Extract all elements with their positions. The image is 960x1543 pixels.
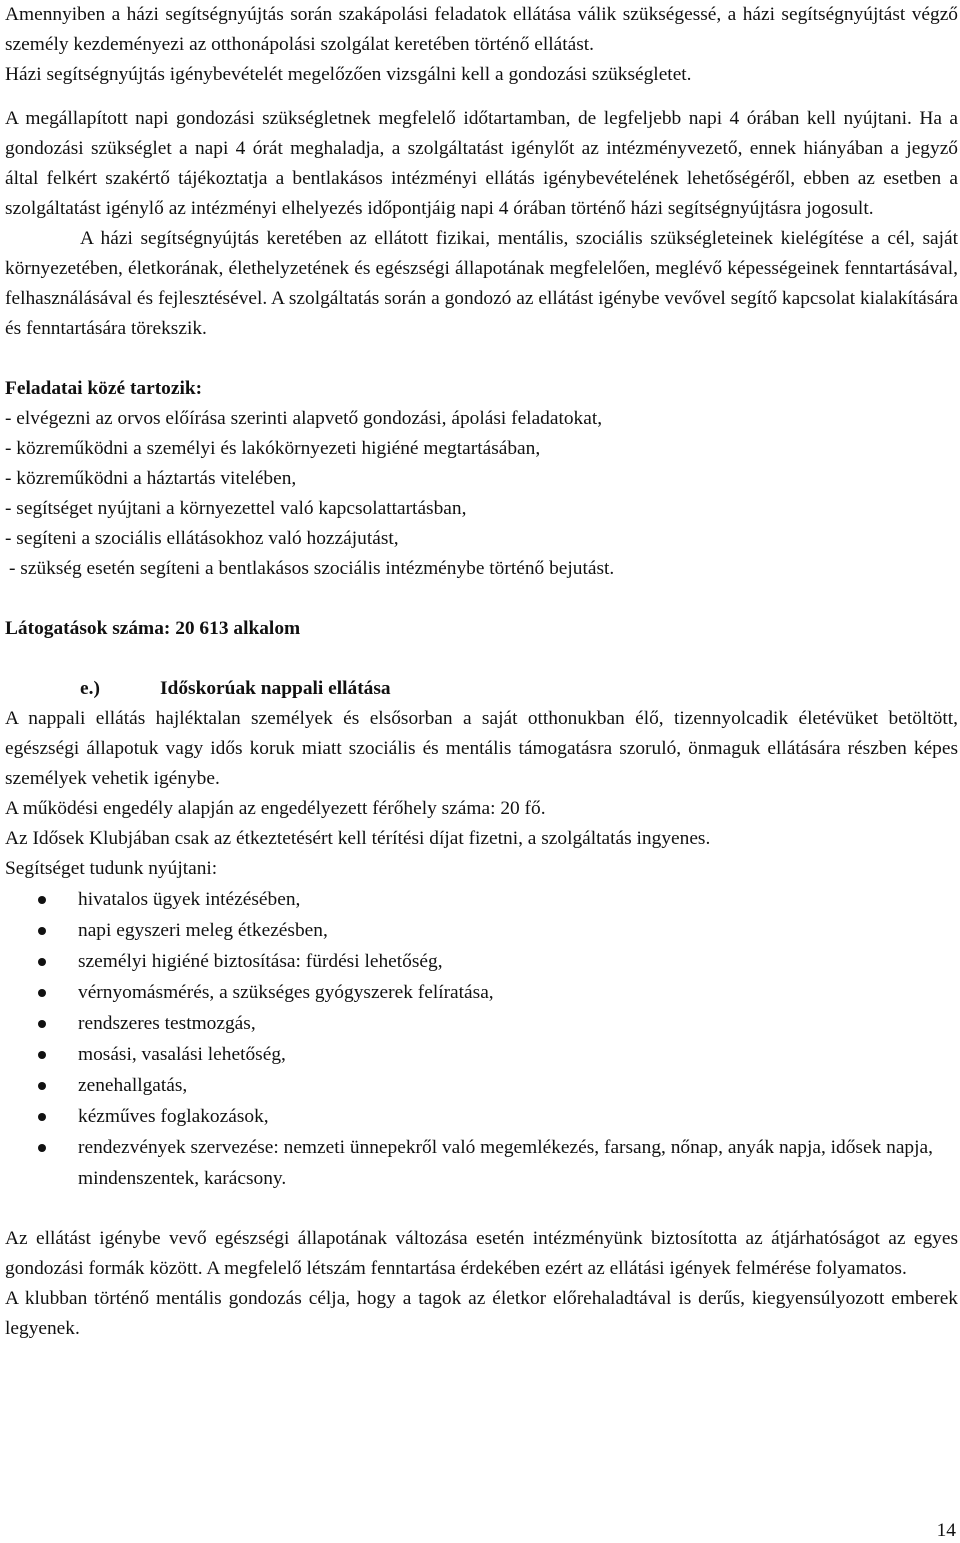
paragraph-care-goals: A házi segítségnyújtás keretében az ellátott fizikai, mentális, szociális szükségleteinek kielégítése a cél, saját környezetében, életkorának, élethelyzetének és egészségi állapotának megfelelően, meglévő képességeinek fenntartásával, felhasználásával és fejlesztésével. A szolgáltatás során a gondozó az ellátást igénybe vevővel segítő kapcsolat kialakítására és fenntartására törekszik. — [5, 228, 958, 339]
list-item: hivatalos ügyek intézésében, — [5, 884, 958, 915]
tasks-list — [5, 404, 958, 584]
page-number: 14 — [936, 1520, 956, 1541]
task-item: - közreműködni a háztartás vitelében, — [5, 468, 297, 489]
visits-count: Látogatások száma: 20 613 alkalom — [5, 618, 301, 639]
list-item: személyi higiéné biztosítása: fürdési lehetőség, — [5, 946, 958, 977]
paragraph-help-intro: Segítséget tudunk nyújtani: — [5, 858, 218, 879]
task-item: - szükség esetén segíteni a bentlakásos szociális intézménybe történő bejutást. — [9, 558, 615, 579]
services-list — [5, 884, 958, 1194]
paragraph-nursing-referral: Amennyiben a házi segítségnyújtás során szakápolási feladatok ellátása válik szükségessé, a házi segítségnyújtást végző személy kezdeményezi az otthonápolási szolgálat keretében történő ellátást. — [5, 4, 958, 55]
list-item: rendszeres testmozgás, — [5, 1008, 958, 1039]
bullet-icon — [38, 896, 46, 904]
list-item: vérnyomásmérés, a szükséges gyógyszerek felíratása, — [5, 977, 958, 1008]
paragraph-capacity: A működési engedély alapján az engedélyezett férőhely száma: 20 fő. — [5, 798, 546, 819]
task-item: - elvégezni az orvos előírása szerinti alapvető gondozási, ápolási feladatokat, — [5, 408, 603, 429]
bullet-icon — [38, 1051, 46, 1059]
list-item: mosási, vasalási lehetőség, — [5, 1039, 958, 1070]
paragraph-needs-assessment: Házi segítségnyújtás igénybevételét megelőzően vizsgálni kell a gondozási szükségletet. — [5, 64, 692, 85]
paragraph-daily-hours: A megállapított napi gondozási szükségletnek megfelelő időtartamban, de legfeljebb napi 4 órában kell nyújtani. Ha a gondozási szükséglet a napi 4 órát meghaladja, a szolgáltatást igénylőt az intézményvezető, ennek hiányában a jegyző által felkért szakértő tájékoztatja a bentlakásos intézményi ellátás igénybevételének lehetőségéről, ebben az esetben a szolgáltatást igénylő az intézményi elhelyezés időpontjáig napi 4 órában történő házi segítségnyújtásra jogosult. — [5, 108, 958, 219]
section-title-text: Időskorúak nappali ellátása — [160, 678, 391, 699]
bullet-icon — [38, 958, 46, 966]
task-item: - segíteni a szociális ellátásokhoz való hozzájutást, — [5, 528, 399, 549]
list-item: zenehallgatás, — [5, 1070, 958, 1101]
paragraph-mental-care-goal: A klubban történő mentális gondozás célja, hogy a tagok az életkor előrehaladtával is derűs, kiegyensúlyozott emberek legyenek. — [5, 1288, 958, 1339]
section-number: e.) — [80, 678, 100, 699]
paragraph-day-care-intro: A nappali ellátás hajléktalan személyek és elsősorban a saját otthonukban élő, tizennyolcadik életévüket betöltött, egészségi állapotuk vagy idős koruk miatt szociális és mentális támogatásra szoruló, önmaguk ellátására részben képes személyek vehetik igénybe. — [5, 708, 958, 789]
list-item: kézműves foglakozások, — [5, 1101, 958, 1132]
document-page — [5, 0, 958, 1344]
list-item: rendezvények szervezése: nemzeti ünnepekről való megemlékezés, farsang, nőnap, anyák napja, idősek napja, mindenszentek, karácsony. — [5, 1132, 958, 1194]
paragraph-transferability: Az ellátást igénybe vevő egészségi állapotának változása esetén intézményünk biztosította az átjárhatóságot az egyes gondozási formák között. A megfelelő létszám fenntartása érdekében ezért az ellátási igények felmérése folyamatos. — [5, 1228, 958, 1279]
bullet-icon — [38, 1144, 46, 1152]
bullet-icon — [38, 1113, 46, 1121]
list-item: napi egyszeri meleg étkezésben, — [5, 915, 958, 946]
task-item: - közreműködni a személyi és lakókörnyezeti higiéné megtartásában, — [5, 438, 541, 459]
section-e-title — [80, 674, 958, 704]
bullet-icon — [38, 989, 46, 997]
task-item: - segítséget nyújtani a környezettel való kapcsolattartásban, — [5, 498, 467, 519]
paragraph-fee: Az Idősek Klubjában csak az étkeztetésért kell térítési díjat fizetni, a szolgáltatás ingyenes. — [5, 828, 711, 849]
bullet-icon — [38, 927, 46, 935]
bullet-icon — [38, 1020, 46, 1028]
tasks-heading: Feladatai közé tartozik: — [5, 378, 203, 399]
bullet-icon — [38, 1082, 46, 1090]
